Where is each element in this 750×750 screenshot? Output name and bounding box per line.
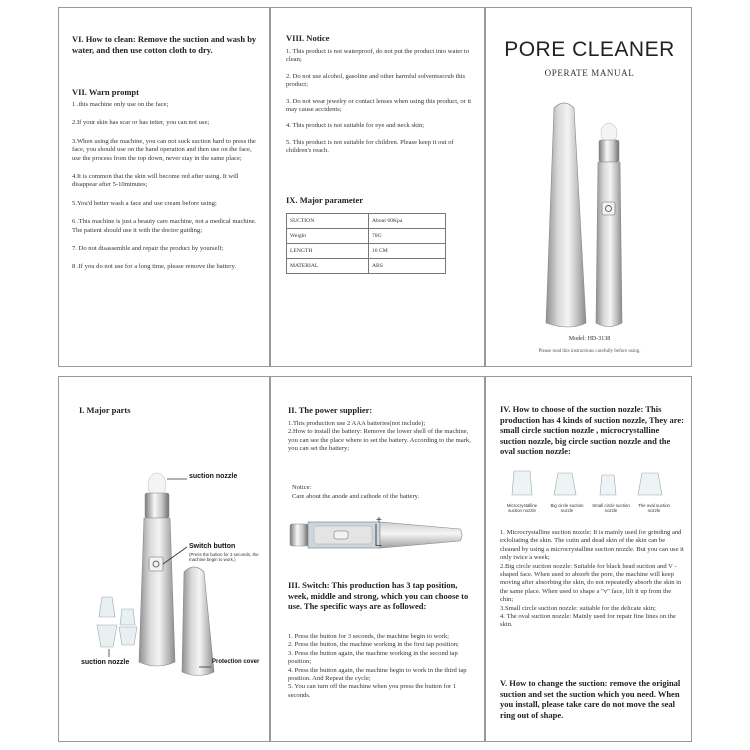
- warn-heading: VII. Warn prompt: [72, 87, 139, 97]
- param-value: 70G: [369, 229, 446, 244]
- panel-notice-params: [270, 7, 485, 367]
- warn-item: 4.It is common that the skin will become red after using. It will disappear after 5-10minutes;: [72, 173, 239, 189]
- anode-plus-sign: +: [376, 515, 382, 526]
- nozzle-list: [500, 529, 685, 630]
- param-value: ABS: [369, 259, 446, 274]
- model-label: Model: HD-3138: [568, 336, 611, 342]
- power-item: 1.This production use 2 AAA batteries(not include);: [288, 420, 426, 427]
- change-heading: V. How to change the suction: remove the original suction and set the suction which you need. When you install, please take care do not move the seal ring out of shape.: [500, 678, 681, 720]
- switch-item: 4. Press the button again, the machine begin to work in the third tap position. And Repeat the cycle;: [288, 666, 467, 683]
- notice-text: Care about the anode and cathode of the battery.: [292, 493, 420, 500]
- notice-list: [286, 48, 476, 164]
- param-table: [286, 213, 446, 274]
- param-name: Weight: [287, 229, 369, 244]
- switch-item: 1. Press the button for 3 seconds, the machine begin to work;: [288, 633, 449, 640]
- notice-item: 5. This product is not suitable for children. Please keep it out of children's reach.: [286, 138, 454, 155]
- param-name: LENGTH: [287, 244, 369, 259]
- nozzle-item: 1. Microcrystalline suction nozzle: It is mainly used for grinding and exfoliating the skin. The cutin and dead skin of the skin can be cleaned by using a microcrystalline suction nozzle. But you can use it only twice a week;: [500, 529, 684, 562]
- warn-item: 1 .this machine only use on the face;: [72, 101, 169, 108]
- nozzle-label-oval: The oval suction nozzle: [638, 503, 670, 514]
- panel-clean-warn: [58, 7, 270, 367]
- clean-heading: VI. How to clean: Remove the suction and wash by water, and then use cotton cloth to dry.: [72, 34, 257, 55]
- warn-item: 2.If your skin has scar or has tetter, you can not use;: [72, 119, 210, 127]
- warn-list: [72, 101, 262, 282]
- switch-heading: III. Switch: This production has 3 tap position, week, middle and strong, which you can choose to use. The specific ways are as followed:: [288, 580, 469, 611]
- warn-item: 7. Do not disassemble and repair the product by yourself;: [72, 245, 224, 253]
- warn-item: 3.When using the machine, you can not suck suction hard to press the face, you should use on the hand operation and then use on the face, use the process from the top down, never stay in the same place;: [72, 137, 256, 162]
- label-switch-note: (Press the button for 3 seconds, the machine begin to work.): [189, 552, 259, 563]
- power-item: 2.How to install the battery: Remove the lower shell of the machine, you can see the place where to set the battery. According to the mark, you can set the battery;: [288, 428, 471, 453]
- label-protection-cover: Protection cover: [212, 659, 260, 665]
- parts-heading: I. Major parts: [79, 405, 131, 415]
- label-switch-button: Switch button: [189, 543, 236, 550]
- pore-cleaner-product-image: [536, 98, 646, 336]
- param-name: MATERIAL: [287, 259, 369, 274]
- notice-item: 1. This product is not waterproof, do not put the product into water to clean;: [286, 48, 470, 64]
- label-suction-nozzle-bottom: suction nozzle: [81, 659, 130, 666]
- nozzle-item: 2.Big circle suction nozzle: Suitable for black head suction and V - shaped face. When used to absorb the pore, the machine will keep moving after absorbing the skin, do not repeatedly absorb the skin in the same place. When used to shape a "v" face, lift it up from the chin;: [500, 562, 682, 604]
- switch-item: 3. Press the button again, the machine working in the second tap position;: [288, 649, 458, 666]
- cathode-minus-sign: −: [376, 541, 382, 552]
- param-name: SUCTION: [287, 214, 369, 229]
- nozzle-images: [506, 465, 676, 501]
- nozzle-label-small-circle: Small circle suction nozzle: [592, 503, 630, 514]
- switch-item: 2. Press the button, the machine working in the first tap position;: [288, 641, 459, 649]
- power-list: [288, 420, 478, 454]
- nozzle-item: 3.Small circle suction nozzle: suitable for the delicate skin;: [500, 604, 656, 612]
- switch-list: [288, 633, 478, 700]
- nozzle-label-big-circle: Big circle suction nozzle: [550, 503, 584, 514]
- param-row: [287, 229, 446, 244]
- notice-item: 4. This product is not suitable for eye and neck skin;: [286, 122, 425, 130]
- param-row: [287, 214, 446, 229]
- warn-item: 6 .This machine is just a beauty care machine, not a medical machine. The patient should use it with the doctor guiding;: [72, 218, 257, 234]
- power-heading: II. The power supplier:: [288, 405, 373, 415]
- notice-item: 2. Do not use alcohol, gasoline and other harmful solventsscrub this product;: [286, 72, 466, 89]
- cover-subtitle: OPERATE MANUAL: [544, 68, 635, 78]
- panel-power-switch: [270, 376, 485, 742]
- read-instructions-note: Please read this instructions carefully before using.: [538, 349, 641, 354]
- panel-major-parts: [58, 376, 270, 742]
- choose-heading: IV. How to choose of the suction nozzle: This production has 4 kinds of suction nozzle, They are: small circle suction nozzle , microcrystalline suction nozzle, big circle suction nozzle and the oval suction nozzle:: [500, 404, 684, 456]
- param-row: [287, 259, 446, 274]
- param-value: About 60Kpa: [369, 214, 446, 229]
- notice-item: 3. Do not wear jewelry or contact lenses when using this product, or it may cause accidents;: [286, 97, 472, 114]
- panel-nozzles: [485, 376, 692, 742]
- label-suction-nozzle-top: suction nozzle: [189, 473, 238, 480]
- warn-item: 8 .If you do not use for a long time, please remove the battery.: [72, 263, 236, 271]
- nozzle-label-microcrystalline: Microcrystalline suction nozzle: [506, 503, 538, 514]
- cover-title: PORE CLEANER: [504, 38, 675, 61]
- notice-label: Notice:: [292, 484, 312, 491]
- parts-diagram: [89, 467, 269, 687]
- notice-heading: VIII. Notice: [286, 33, 330, 43]
- param-row: [287, 244, 446, 259]
- switch-item: 5. You can turn off the machine when you press the button for 1 seconds.: [288, 683, 457, 699]
- param-value: 16 CM: [369, 244, 446, 259]
- nozzle-item: 4. The oval suction nozzle: Mainly used for repair fine lines on the skin.: [500, 613, 676, 629]
- panel-cover: [485, 7, 692, 367]
- warn-item: 5.You'd better wash a face and use cream before using;: [72, 199, 217, 207]
- param-heading: IX. Major parameter: [286, 195, 364, 205]
